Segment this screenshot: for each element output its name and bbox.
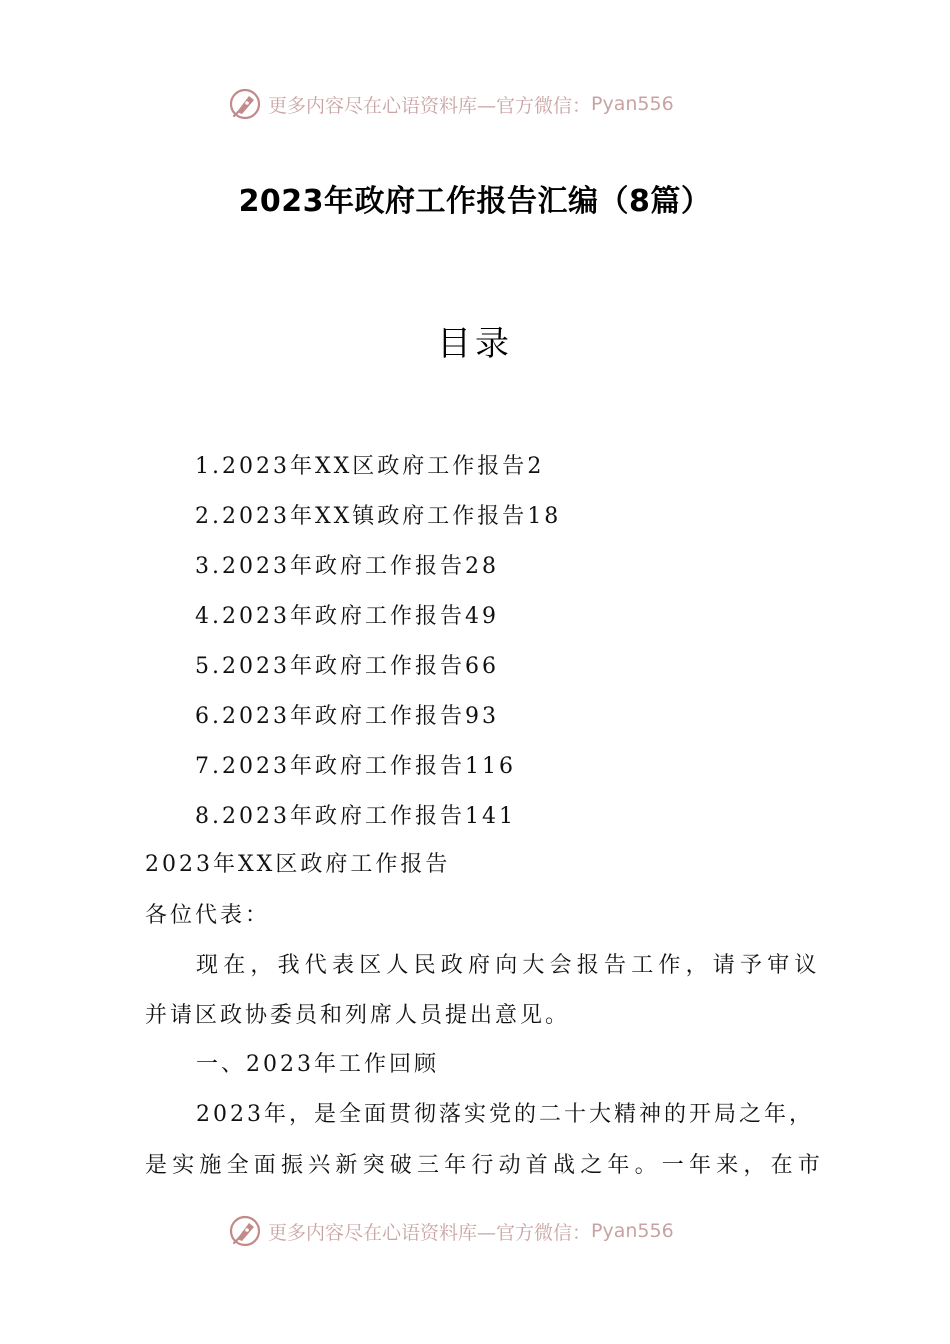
toc-item[interactable] — [195, 700, 561, 750]
toc-item[interactable] — [195, 550, 561, 600]
toc-item[interactable] — [195, 800, 561, 850]
toc-item-page: 141 — [464, 804, 516, 829]
pen-nib-logo-icon — [228, 1214, 262, 1248]
toc-item[interactable] — [195, 450, 561, 500]
toc-item-page: 18 — [527, 504, 562, 529]
footer-banner — [228, 1213, 674, 1249]
paragraph-line: 现在，我代表区人民政府向大会报告工作，请予审议 — [196, 953, 822, 978]
toc-item[interactable] — [195, 650, 561, 700]
footer-wechat-id: Pyan556 — [591, 1220, 674, 1242]
header-banner — [228, 86, 674, 122]
toc-item-page: 49 — [464, 604, 499, 629]
toc-item-page: 2 — [527, 454, 545, 479]
toc-heading: 目录 — [437, 324, 513, 364]
toc-item-page: 93 — [464, 704, 499, 729]
paragraph-line: 是实施全面振兴新突破三年行动首战之年。一年来，在市 — [145, 1153, 826, 1178]
toc-item[interactable] — [195, 750, 561, 800]
toc-item-label: 6.2023年政府工作报告 — [195, 704, 465, 729]
section-heading: 一、2023年工作回顾 — [196, 1052, 439, 1077]
header-wechat-id: Pyan556 — [591, 93, 674, 115]
paragraph-line: 并请区政协委员和列席人员提出意见。 — [145, 1003, 571, 1028]
toc-item-page: 28 — [464, 554, 499, 579]
section-title: 2023年XX区政府工作报告 — [145, 852, 451, 877]
toc-item-label: 3.2023年政府工作报告 — [195, 554, 465, 579]
paragraph-line: 2023年，是全面贯彻落实党的二十大精神的开局之年， — [196, 1102, 814, 1127]
pen-nib-logo-icon — [228, 87, 262, 121]
toc-item-label: 7.2023年政府工作报告 — [195, 754, 465, 779]
toc-item[interactable] — [195, 600, 561, 650]
toc-item-page: 66 — [464, 654, 499, 679]
footer-banner-text: 更多内容尽在心语资料库—官方微信： — [268, 1221, 592, 1244]
toc-item-label: 5.2023年政府工作报告 — [195, 654, 465, 679]
toc-item-label: 4.2023年政府工作报告 — [195, 604, 465, 629]
toc-item-label: 1.2023年XX区政府工作报告 — [195, 454, 528, 479]
header-banner-text: 更多内容尽在心语资料库—官方微信： — [268, 94, 592, 117]
toc-item-page: 116 — [464, 754, 516, 779]
toc-item-label: 8.2023年政府工作报告 — [195, 804, 465, 829]
salutation: 各位代表： — [145, 903, 271, 928]
document-title: 2023年政府工作报告汇编（8篇） — [238, 184, 712, 219]
toc-item-label: 2.2023年XX镇政府工作报告 — [195, 504, 528, 529]
toc-item[interactable] — [195, 500, 561, 550]
table-of-contents — [195, 450, 561, 850]
